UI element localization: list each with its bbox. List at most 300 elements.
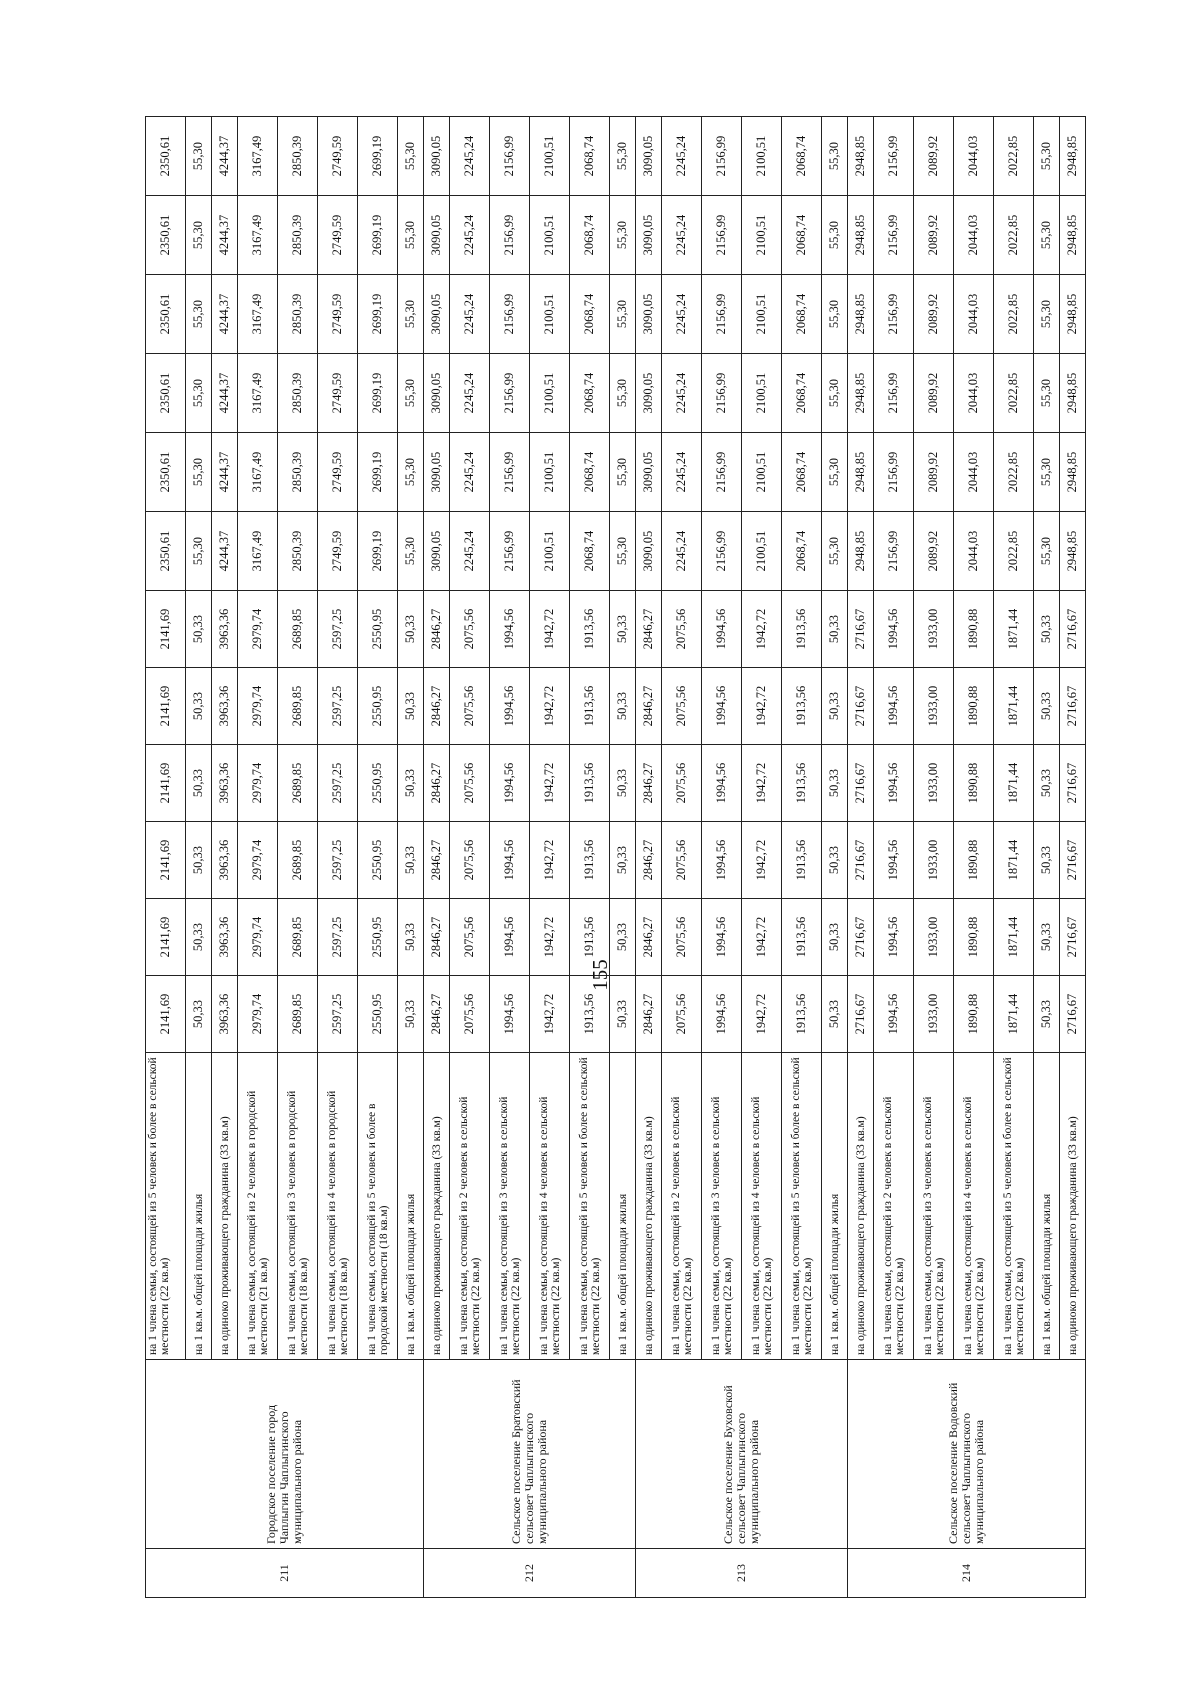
value-cell: 3167,49 — [238, 354, 278, 433]
value-cell: 2100,51 — [742, 275, 782, 354]
value-cell: 1994,56 — [702, 668, 742, 745]
value-cell: 55,30 — [186, 354, 212, 433]
row-number-cell: 214 — [848, 1549, 1086, 1598]
value-cell: 2979,74 — [238, 976, 278, 1053]
value-cell: 2597,25 — [318, 899, 358, 976]
value-cell: 1994,56 — [490, 899, 530, 976]
value-cell: 2948,85 — [848, 117, 874, 196]
table-row — [636, 117, 662, 1598]
value-cell: 1913,56 — [570, 899, 610, 976]
value-cell: 50,33 — [822, 976, 848, 1053]
value-cell: 55,30 — [398, 275, 424, 354]
value-cell: 2068,74 — [782, 512, 822, 591]
value-cell: 2716,67 — [1060, 822, 1086, 899]
value-cell: 55,30 — [822, 354, 848, 433]
value-cell: 55,30 — [610, 196, 636, 275]
value-cell: 2089,92 — [914, 433, 954, 512]
value-cell: 2689,85 — [278, 899, 318, 976]
value-cell: 1890,88 — [954, 822, 994, 899]
value-cell: 2716,67 — [1060, 591, 1086, 668]
value-cell: 1913,56 — [782, 745, 822, 822]
value-cell: 3090,05 — [424, 354, 450, 433]
value-cell: 55,30 — [1034, 512, 1060, 591]
value-cell: 50,33 — [398, 899, 424, 976]
municipality-name-cell: Сельское поселение Водовский сельсовет Чаплыгинского муниципального района — [848, 1360, 1086, 1549]
value-cell: 2979,74 — [238, 822, 278, 899]
norm-description-cell: на 1 члена семьи, состоящей из 5 человек и более в сельской местности (22 кв.м) — [994, 1053, 1034, 1360]
value-cell: 3167,49 — [238, 433, 278, 512]
value-cell: 1871,44 — [994, 745, 1034, 822]
value-cell: 2022,85 — [994, 433, 1034, 512]
value-cell: 1942,72 — [742, 976, 782, 1053]
value-cell: 2245,24 — [450, 433, 490, 512]
value-cell: 1890,88 — [954, 976, 994, 1053]
value-cell: 1942,72 — [530, 668, 570, 745]
norm-description-cell: на 1 члена семьи, состоящей из 2 человек в сельской местности (22 кв.м) — [450, 1053, 490, 1360]
value-cell: 1942,72 — [530, 976, 570, 1053]
value-cell: 2716,67 — [848, 899, 874, 976]
value-cell: 55,30 — [186, 275, 212, 354]
norm-description-cell: на 1 члена семьи, состоящей из 5 человек и более в сельской местности (22 кв.м) — [570, 1053, 610, 1360]
value-cell: 2156,99 — [490, 196, 530, 275]
value-cell: 50,33 — [1034, 822, 1060, 899]
norm-description-cell: на 1 члена семьи, состоящей из 4 человек в городской местности (18 кв.м) — [318, 1053, 358, 1360]
value-cell: 50,33 — [1034, 745, 1060, 822]
value-cell: 2550,95 — [358, 899, 398, 976]
value-cell: 2245,24 — [662, 354, 702, 433]
value-cell: 1994,56 — [702, 822, 742, 899]
value-cell: 2156,99 — [702, 354, 742, 433]
value-cell: 50,33 — [186, 976, 212, 1053]
value-cell: 2068,74 — [570, 196, 610, 275]
value-cell: 3963,36 — [212, 822, 238, 899]
value-cell: 1890,88 — [954, 668, 994, 745]
value-cell: 2948,85 — [848, 433, 874, 512]
municipality-name-cell: Сельское поселение Братовский сельсовет Чаплыгинского муниципального района — [424, 1360, 636, 1549]
value-cell: 1994,56 — [874, 976, 914, 1053]
value-cell: 2948,85 — [848, 354, 874, 433]
value-cell: 2846,27 — [424, 668, 450, 745]
value-cell: 55,30 — [610, 433, 636, 512]
value-cell: 2948,85 — [1060, 196, 1086, 275]
value-cell: 1871,44 — [994, 591, 1034, 668]
value-cell: 55,30 — [822, 433, 848, 512]
value-cell: 1994,56 — [702, 745, 742, 822]
value-cell: 3963,36 — [212, 745, 238, 822]
value-cell: 3167,49 — [238, 196, 278, 275]
value-cell: 2716,67 — [848, 822, 874, 899]
value-cell: 2716,67 — [1060, 899, 1086, 976]
value-cell: 2089,92 — [914, 196, 954, 275]
value-cell: 2141,69 — [146, 668, 186, 745]
value-cell: 2689,85 — [278, 822, 318, 899]
value-cell: 2245,24 — [662, 275, 702, 354]
value-cell: 2075,56 — [450, 899, 490, 976]
value-cell: 2716,67 — [1060, 976, 1086, 1053]
table-row — [424, 117, 450, 1598]
value-cell: 2089,92 — [914, 512, 954, 591]
value-cell: 3090,05 — [424, 433, 450, 512]
value-cell: 2846,27 — [424, 591, 450, 668]
norm-description-cell: на 1 члена семьи, состоящей из 2 человек в сельской местности (22 кв.м) — [662, 1053, 702, 1360]
value-cell: 2075,56 — [662, 591, 702, 668]
value-cell: 1913,56 — [570, 591, 610, 668]
value-cell: 1933,00 — [914, 822, 954, 899]
norm-description-cell: на 1 кв.м. общей площади жилья — [398, 1053, 424, 1360]
value-cell: 1942,72 — [742, 822, 782, 899]
value-cell: 3090,05 — [424, 512, 450, 591]
value-cell: 2075,56 — [450, 668, 490, 745]
value-cell: 2846,27 — [636, 822, 662, 899]
value-cell: 1994,56 — [874, 822, 914, 899]
value-cell: 2245,24 — [450, 117, 490, 196]
value-cell: 2089,92 — [914, 275, 954, 354]
norm-description-cell: на 1 кв.м. общей площади жилья — [1034, 1053, 1060, 1360]
value-cell: 2075,56 — [450, 976, 490, 1053]
value-cell: 4244,37 — [212, 433, 238, 512]
value-cell: 4244,37 — [212, 196, 238, 275]
value-cell: 2141,69 — [146, 745, 186, 822]
value-cell: 2068,74 — [782, 354, 822, 433]
value-cell: 2156,99 — [490, 354, 530, 433]
value-cell: 2245,24 — [662, 512, 702, 591]
value-cell: 2022,85 — [994, 354, 1034, 433]
value-cell: 1994,56 — [490, 591, 530, 668]
value-cell: 1913,56 — [782, 822, 822, 899]
value-cell: 2749,59 — [318, 275, 358, 354]
value-cell: 50,33 — [398, 591, 424, 668]
value-cell: 50,33 — [822, 899, 848, 976]
value-cell: 2749,59 — [318, 117, 358, 196]
value-cell: 2550,95 — [358, 745, 398, 822]
table-row — [146, 117, 186, 1598]
value-cell: 50,33 — [822, 822, 848, 899]
value-cell: 2156,99 — [490, 433, 530, 512]
value-cell: 55,30 — [398, 512, 424, 591]
value-cell: 1994,56 — [702, 976, 742, 1053]
value-cell: 2350,61 — [146, 196, 186, 275]
value-cell: 2716,67 — [1060, 745, 1086, 822]
value-cell: 2749,59 — [318, 354, 358, 433]
value-cell: 2156,99 — [874, 433, 914, 512]
value-cell: 1994,56 — [490, 976, 530, 1053]
value-cell: 3090,05 — [636, 117, 662, 196]
value-cell: 55,30 — [398, 117, 424, 196]
value-cell: 2245,24 — [662, 196, 702, 275]
value-cell: 55,30 — [822, 117, 848, 196]
value-cell: 3167,49 — [238, 512, 278, 591]
value-cell: 1933,00 — [914, 745, 954, 822]
value-cell: 2075,56 — [662, 822, 702, 899]
value-cell: 2068,74 — [782, 117, 822, 196]
value-cell: 50,33 — [822, 591, 848, 668]
norm-description-cell: на 1 кв.м. общей площади жилья — [610, 1053, 636, 1360]
value-cell: 2068,74 — [782, 433, 822, 512]
value-cell: 3963,36 — [212, 591, 238, 668]
value-cell: 2979,74 — [238, 745, 278, 822]
value-cell: 55,30 — [610, 117, 636, 196]
value-cell: 55,30 — [1034, 275, 1060, 354]
value-cell: 2068,74 — [570, 354, 610, 433]
value-cell: 2699,19 — [358, 433, 398, 512]
value-cell: 55,30 — [822, 512, 848, 591]
value-cell: 2022,85 — [994, 275, 1034, 354]
value-cell: 2350,61 — [146, 117, 186, 196]
value-cell: 4244,37 — [212, 354, 238, 433]
value-cell: 2350,61 — [146, 433, 186, 512]
value-cell: 55,30 — [1034, 433, 1060, 512]
norm-description-cell: на 1 кв.м. общей площади жилья — [822, 1053, 848, 1360]
value-cell: 1933,00 — [914, 976, 954, 1053]
norm-description-cell: на одиноко проживающего гражданина (33 кв.м) — [848, 1053, 874, 1360]
value-cell: 2075,56 — [450, 591, 490, 668]
value-cell: 50,33 — [186, 899, 212, 976]
value-cell: 2100,51 — [530, 275, 570, 354]
value-cell: 2550,95 — [358, 976, 398, 1053]
value-cell: 2044,03 — [954, 433, 994, 512]
value-cell: 2245,24 — [662, 433, 702, 512]
value-cell: 2850,39 — [278, 354, 318, 433]
value-cell: 1994,56 — [874, 745, 914, 822]
value-cell: 50,33 — [1034, 668, 1060, 745]
value-cell: 2156,99 — [702, 275, 742, 354]
value-cell: 2550,95 — [358, 668, 398, 745]
value-cell: 1890,88 — [954, 745, 994, 822]
rotated-page-content — [145, 128, 1120, 1598]
value-cell: 1890,88 — [954, 899, 994, 976]
value-cell: 2245,24 — [450, 354, 490, 433]
value-cell: 2948,85 — [848, 512, 874, 591]
value-cell: 55,30 — [1034, 117, 1060, 196]
value-cell: 2350,61 — [146, 512, 186, 591]
norm-description-cell: на одиноко проживающего гражданина (33 кв.м) — [212, 1053, 238, 1360]
value-cell: 2689,85 — [278, 668, 318, 745]
value-cell: 50,33 — [398, 976, 424, 1053]
value-cell: 2044,03 — [954, 275, 994, 354]
value-cell: 2948,85 — [1060, 512, 1086, 591]
value-cell: 2022,85 — [994, 512, 1034, 591]
value-cell: 2689,85 — [278, 745, 318, 822]
value-cell: 2846,27 — [636, 591, 662, 668]
value-cell: 2075,56 — [662, 745, 702, 822]
value-cell: 2846,27 — [636, 668, 662, 745]
value-cell: 1994,56 — [874, 668, 914, 745]
value-cell: 2350,61 — [146, 275, 186, 354]
value-cell: 1942,72 — [530, 745, 570, 822]
value-cell: 2846,27 — [424, 745, 450, 822]
value-cell: 50,33 — [398, 822, 424, 899]
value-cell: 2850,39 — [278, 512, 318, 591]
value-cell: 4244,37 — [212, 512, 238, 591]
value-cell: 50,33 — [186, 745, 212, 822]
value-cell: 2245,24 — [450, 196, 490, 275]
value-cell: 2749,59 — [318, 433, 358, 512]
value-cell: 1913,56 — [570, 976, 610, 1053]
value-cell: 2044,03 — [954, 354, 994, 433]
value-cell: 2141,69 — [146, 822, 186, 899]
value-cell: 2979,74 — [238, 899, 278, 976]
value-cell: 2699,19 — [358, 275, 398, 354]
value-cell: 55,30 — [186, 512, 212, 591]
value-cell: 1913,56 — [782, 668, 822, 745]
norm-description-cell: на 1 члена семьи, состоящей из 5 человек и более в городской местности (18 кв.м) — [358, 1053, 398, 1360]
value-cell: 3167,49 — [238, 275, 278, 354]
tariff-table — [145, 116, 1086, 1598]
value-cell: 1994,56 — [490, 668, 530, 745]
value-cell: 4244,37 — [212, 275, 238, 354]
value-cell: 55,30 — [1034, 354, 1060, 433]
value-cell: 2850,39 — [278, 275, 318, 354]
value-cell: 55,30 — [610, 354, 636, 433]
norm-description-cell: на 1 члена семьи, состоящей из 4 человек в сельской местности (22 кв.м) — [742, 1053, 782, 1360]
norm-description-cell: на 1 члена семьи, состоящей из 5 человек и более в сельской местности (22 кв.м) — [146, 1053, 186, 1360]
value-cell: 1871,44 — [994, 976, 1034, 1053]
value-cell: 2141,69 — [146, 591, 186, 668]
row-number-cell: 212 — [424, 1549, 636, 1598]
value-cell: 1933,00 — [914, 899, 954, 976]
norm-description-cell: на 1 члена семьи, состоящей из 3 человек в сельской местности (22 кв.м) — [490, 1053, 530, 1360]
value-cell: 1913,56 — [782, 899, 822, 976]
value-cell: 3090,05 — [636, 433, 662, 512]
value-cell: 2156,99 — [874, 275, 914, 354]
value-cell: 2749,59 — [318, 196, 358, 275]
value-cell: 2100,51 — [742, 354, 782, 433]
value-cell: 4244,37 — [212, 117, 238, 196]
value-cell: 3090,05 — [636, 354, 662, 433]
value-cell: 2716,67 — [1060, 668, 1086, 745]
value-cell: 3090,05 — [424, 275, 450, 354]
value-cell: 1994,56 — [874, 591, 914, 668]
value-cell: 50,33 — [398, 745, 424, 822]
value-cell: 3090,05 — [636, 275, 662, 354]
value-cell: 50,33 — [186, 822, 212, 899]
norm-description-cell: на 1 члена семьи, состоящей из 2 человек в городской местности (21 кв.м) — [238, 1053, 278, 1360]
value-cell: 50,33 — [822, 745, 848, 822]
value-cell: 2699,19 — [358, 196, 398, 275]
value-cell: 1933,00 — [914, 591, 954, 668]
value-cell: 2100,51 — [742, 433, 782, 512]
value-cell: 2850,39 — [278, 433, 318, 512]
value-cell: 2245,24 — [450, 275, 490, 354]
value-cell: 2689,85 — [278, 591, 318, 668]
value-cell: 2846,27 — [636, 745, 662, 822]
value-cell: 1994,56 — [490, 745, 530, 822]
value-cell: 2156,99 — [874, 512, 914, 591]
value-cell: 2716,67 — [848, 591, 874, 668]
value-cell: 2846,27 — [636, 976, 662, 1053]
value-cell: 2550,95 — [358, 591, 398, 668]
municipality-name-cell: Сельское поселение Буховской сельсовет Чаплыгинского муниципального района — [636, 1360, 848, 1549]
value-cell: 2749,59 — [318, 512, 358, 591]
value-cell: 1942,72 — [742, 591, 782, 668]
value-cell: 2075,56 — [450, 822, 490, 899]
value-cell: 1942,72 — [530, 899, 570, 976]
value-cell: 2597,25 — [318, 976, 358, 1053]
value-cell: 1994,56 — [490, 822, 530, 899]
tariff-table-body — [146, 117, 1086, 1598]
value-cell: 2141,69 — [146, 976, 186, 1053]
value-cell: 2245,24 — [450, 512, 490, 591]
value-cell: 2068,74 — [570, 117, 610, 196]
value-cell: 55,30 — [398, 354, 424, 433]
value-cell: 2716,67 — [848, 976, 874, 1053]
value-cell: 55,30 — [186, 433, 212, 512]
value-cell: 2068,74 — [570, 275, 610, 354]
value-cell: 55,30 — [398, 433, 424, 512]
value-cell: 1994,56 — [874, 899, 914, 976]
value-cell: 50,33 — [1034, 899, 1060, 976]
value-cell: 2597,25 — [318, 668, 358, 745]
value-cell: 1871,44 — [994, 899, 1034, 976]
norm-description-cell: на 1 члена семьи, состоящей из 4 человек в сельской местности (22 кв.м) — [530, 1053, 570, 1360]
value-cell: 2716,67 — [848, 745, 874, 822]
norm-description-cell: на 1 члена семьи, состоящей из 5 человек и более в сельской местности (22 кв.м) — [782, 1053, 822, 1360]
value-cell: 2100,51 — [530, 196, 570, 275]
norm-description-cell: на 1 члена семьи, состоящей из 3 человек в сельской местности (22 кв.м) — [914, 1053, 954, 1360]
value-cell: 2075,56 — [662, 899, 702, 976]
page-number: 155 — [588, 959, 612, 991]
value-cell: 50,33 — [610, 591, 636, 668]
value-cell: 50,33 — [1034, 976, 1060, 1053]
value-cell: 2689,85 — [278, 976, 318, 1053]
value-cell: 2245,24 — [662, 117, 702, 196]
value-cell: 55,30 — [610, 512, 636, 591]
value-cell: 2100,51 — [742, 512, 782, 591]
norm-description-cell: на 1 члена семьи, состоящей из 3 человек в сельской местности (22 кв.м) — [702, 1053, 742, 1360]
value-cell: 2068,74 — [570, 433, 610, 512]
value-cell: 50,33 — [610, 822, 636, 899]
value-cell: 2850,39 — [278, 196, 318, 275]
value-cell: 2156,99 — [874, 196, 914, 275]
value-cell: 2100,51 — [530, 117, 570, 196]
value-cell: 2100,51 — [530, 354, 570, 433]
value-cell: 55,30 — [822, 196, 848, 275]
table-row — [848, 117, 874, 1598]
value-cell: 2850,39 — [278, 117, 318, 196]
row-number-cell: 211 — [146, 1549, 424, 1598]
value-cell: 1871,44 — [994, 822, 1034, 899]
value-cell: 3963,36 — [212, 899, 238, 976]
value-cell: 1871,44 — [994, 668, 1034, 745]
value-cell: 3090,05 — [636, 196, 662, 275]
value-cell: 2597,25 — [318, 745, 358, 822]
value-cell: 2948,85 — [1060, 275, 1086, 354]
row-number-cell: 213 — [636, 1549, 848, 1598]
value-cell: 2089,92 — [914, 354, 954, 433]
value-cell: 1890,88 — [954, 591, 994, 668]
value-cell: 2550,95 — [358, 822, 398, 899]
value-cell: 55,30 — [186, 117, 212, 196]
value-cell: 2068,74 — [570, 512, 610, 591]
value-cell: 1942,72 — [742, 745, 782, 822]
value-cell: 1942,72 — [742, 899, 782, 976]
value-cell: 2075,56 — [662, 668, 702, 745]
norm-description-cell: на одиноко проживающего гражданина (33 кв.м) — [424, 1053, 450, 1360]
value-cell: 2156,99 — [702, 433, 742, 512]
value-cell: 2156,99 — [874, 117, 914, 196]
value-cell: 50,33 — [398, 668, 424, 745]
value-cell: 2156,99 — [490, 117, 530, 196]
value-cell: 1942,72 — [742, 668, 782, 745]
value-cell: 1942,72 — [530, 591, 570, 668]
value-cell: 2068,74 — [782, 275, 822, 354]
value-cell: 2597,25 — [318, 591, 358, 668]
value-cell: 2141,69 — [146, 899, 186, 976]
value-cell: 1942,72 — [530, 822, 570, 899]
value-cell: 50,33 — [186, 668, 212, 745]
value-cell: 3963,36 — [212, 668, 238, 745]
value-cell: 3090,05 — [424, 196, 450, 275]
